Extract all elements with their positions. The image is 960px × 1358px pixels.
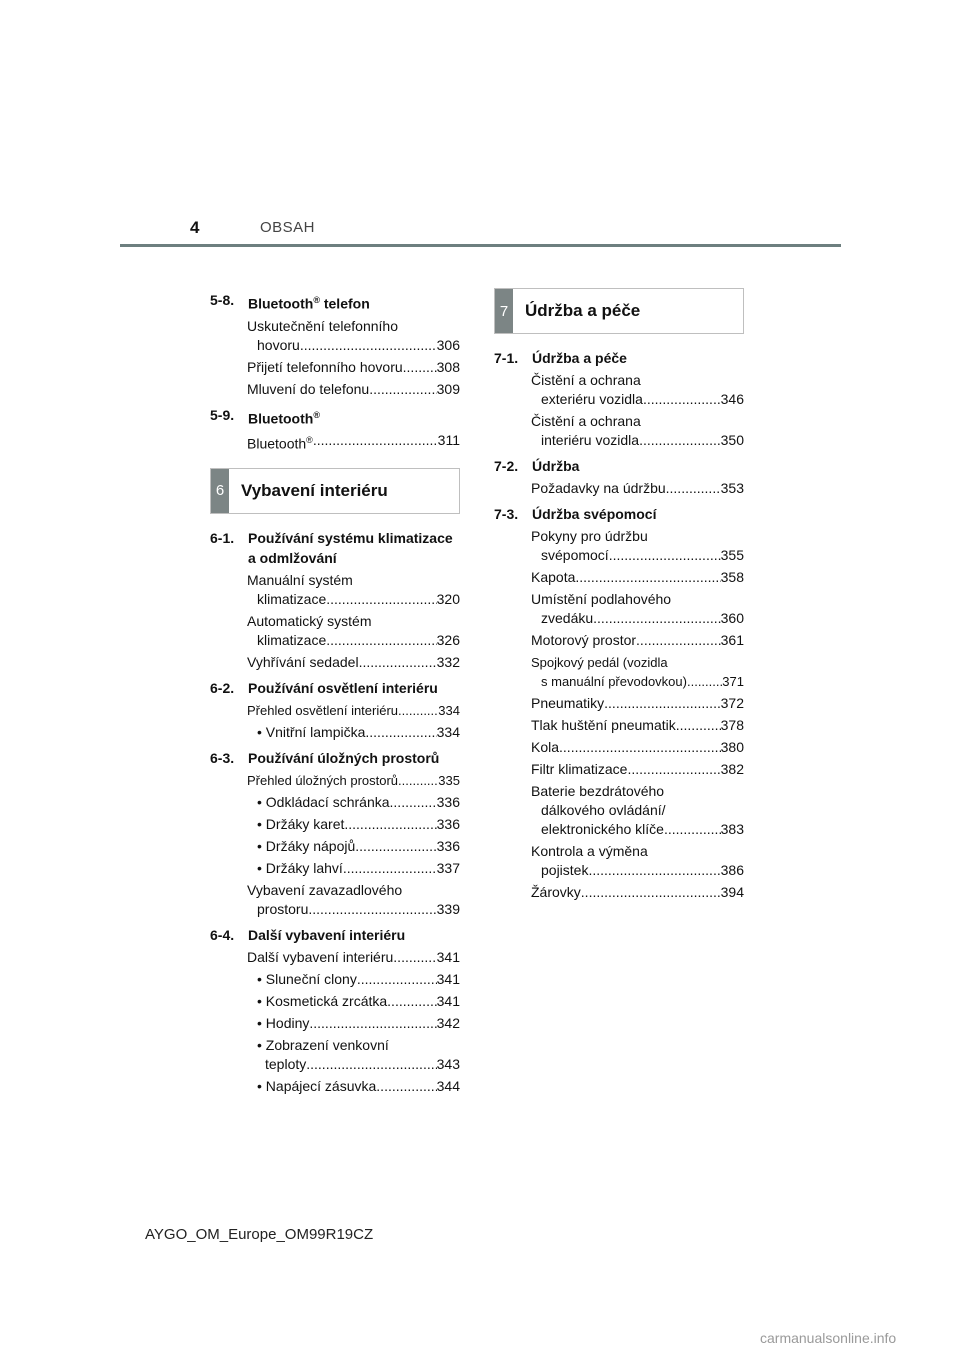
- section-heading[interactable]: 7-3. Údržba svépomocí: [494, 506, 657, 522]
- section-heading[interactable]: 7-1. Údržba a péče: [494, 350, 627, 366]
- toc-entry[interactable]: Přehled osvětlení interiéru ..... 334: [247, 701, 460, 720]
- toc-entry[interactable]: Filtr klimatizace ..... 382: [531, 760, 744, 779]
- toc-entry[interactable]: Kola ..... 380: [531, 738, 744, 757]
- toc-entry[interactable]: Umístění podlahového zvedáku ..... 360: [531, 590, 744, 628]
- toc-entry[interactable]: Vyhřívání sedadel ..... 332: [247, 653, 460, 672]
- toc-entry[interactable]: • Hodiny ..... 342: [257, 1014, 460, 1033]
- section-heading[interactable]: 6-3. Používání úložných prostorů: [210, 749, 440, 766]
- toc-right-column: [494, 284, 744, 902]
- page-title: OBSAH: [260, 219, 316, 236]
- toc-entry[interactable]: Baterie bezdrátového dálkového ovládání/ elektronického klíče ..... 383: [531, 782, 744, 839]
- toc-entry[interactable]: • Vnitřní lampička ..... 334: [257, 723, 460, 742]
- toc-entry[interactable]: • Držáky nápojů ..... 336: [257, 837, 460, 856]
- toc-entry[interactable]: • Kosmetická zrcátka ..... 341: [257, 992, 460, 1011]
- toc-entry[interactable]: Čistění a ochrana interiéru vozidla ..... 350: [531, 412, 744, 450]
- document-code: AYGO_OM_Europe_OM99R19CZ: [145, 1226, 374, 1243]
- toc-entry[interactable]: Požadavky na údržbu ..... 353: [531, 479, 744, 498]
- toc-entry[interactable]: Mluvení do telefonu ..... 309: [247, 380, 460, 399]
- toc-entry[interactable]: Čistění a ochrana exteriéru vozidla ..... 346: [531, 371, 744, 409]
- chapter-title: Vybavení interiéru: [241, 480, 388, 500]
- toc-entry[interactable]: • Sluneční clony ..... 341: [257, 970, 460, 989]
- toc-entry[interactable]: Spojkový pedál (vozidla s manuální převodovkou) ..... 371: [531, 653, 744, 691]
- toc-entry[interactable]: Kontrola a výměna pojistek ..... 386: [531, 842, 744, 880]
- toc-entry[interactable]: Uskutečnění telefonního hovoru ..... 306: [247, 317, 460, 355]
- chapter-title: Údržba a péče: [525, 301, 641, 320]
- page-number: 4: [190, 218, 200, 237]
- section-heading[interactable]: 6-1. Používání systému klimatizace a odmlžování: [210, 529, 453, 566]
- watermark: carmanualsonline.info: [760, 1330, 897, 1346]
- toc-entry[interactable]: • Držáky karet ..... 336: [257, 815, 460, 834]
- section-heading[interactable]: 5-9. Bluetooth®: [210, 406, 320, 427]
- toc-entry[interactable]: Pokyny pro údržbu svépomocí ..... 355: [531, 527, 744, 565]
- toc-entry[interactable]: Další vybavení interiéru ..... 341: [247, 948, 460, 967]
- chapter-7-banner[interactable]: [494, 288, 744, 334]
- toc-entry[interactable]: • Napájecí zásuvka ..... 344: [257, 1077, 460, 1096]
- toc-entry[interactable]: Manuální systém klimatizace ..... 320: [247, 571, 460, 609]
- toc-entry[interactable]: • Odkládací schránka ..... 336: [257, 793, 460, 812]
- header-rule: [120, 244, 841, 247]
- toc-entry[interactable]: Automatický systém klimatizace ..... 326: [247, 612, 460, 650]
- chapter-number-tab: 6: [211, 469, 229, 513]
- section-heading[interactable]: 5-8. Bluetooth® telefon: [210, 292, 370, 312]
- toc-entry[interactable]: • Zobrazení venkovní teploty ..... 343: [257, 1036, 460, 1074]
- toc-entry[interactable]: Pneumatiky ..... 372: [531, 694, 744, 713]
- toc-entry[interactable]: Žárovky ..... 394: [531, 883, 744, 902]
- toc-left-column: [210, 284, 460, 1096]
- toc-entry[interactable]: Přehled úložných prostorů ..... 335: [247, 771, 460, 790]
- section-heading[interactable]: 6-4. Další vybavení interiéru: [210, 926, 406, 943]
- section-heading[interactable]: 7-2. Údržba: [494, 458, 580, 474]
- toc-entry[interactable]: Vybavení zavazadlového prostoru ..... 339: [247, 881, 460, 919]
- chapter-6-banner[interactable]: [210, 468, 460, 514]
- toc-entry[interactable]: Kapota ..... 358: [531, 568, 744, 587]
- section-heading[interactable]: 6-2. Používání osvětlení interiéru: [210, 679, 438, 696]
- toc-entry[interactable]: • Držáky lahví ..... 337: [257, 859, 460, 878]
- chapter-number-tab: 7: [495, 289, 513, 333]
- toc-entry[interactable]: Tlak huštění pneumatik ..... 378: [531, 716, 744, 735]
- toc-entry[interactable]: Motorový prostor ..... 361: [531, 631, 744, 650]
- page-header: [0, 214, 960, 248]
- toc-entry[interactable]: Bluetooth® ..... 311: [247, 431, 460, 454]
- toc-entry[interactable]: Přijetí telefonního hovoru ..... 308: [247, 358, 460, 377]
